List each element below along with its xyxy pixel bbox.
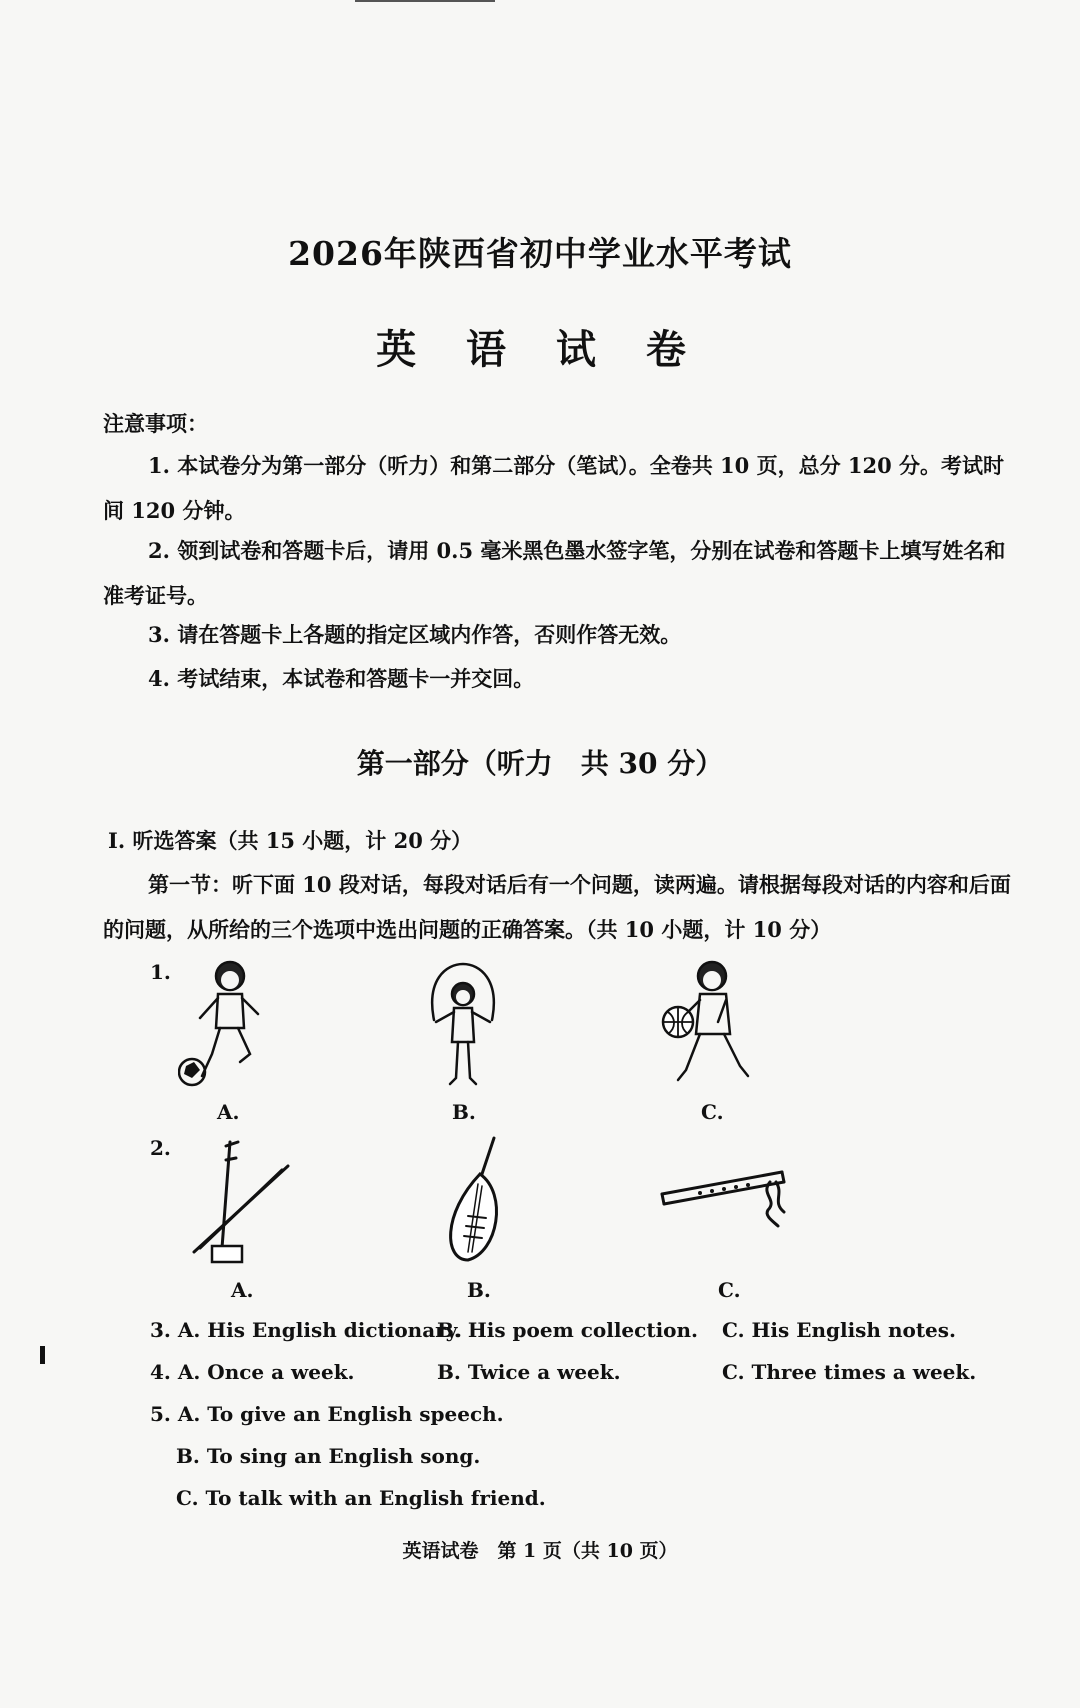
question-number: 2. xyxy=(150,1136,171,1160)
option-label: B. xyxy=(452,1100,476,1124)
boy-holding-basketball-icon xyxy=(656,958,766,1090)
scan-edge-line xyxy=(355,0,495,2)
q4-option-b: B. Twice a week. xyxy=(437,1360,621,1384)
option-label: B. xyxy=(467,1278,491,1302)
section-heading: Ⅰ. 听选答案（共 15 小题，计 20 分） xyxy=(108,828,473,853)
q5-option-b: B. To sing an English song. xyxy=(176,1444,481,1468)
section-instruction: 第一节：听下面 10 段对话，每段对话后有一个问题，读两遍。请根据每段对话的内容和后面的问题，从所给的三个选项中选出问题的正确答案。（共 10 小题，计 10 分） xyxy=(103,872,1011,942)
q3-option-a: 3. A. His English dictionary. xyxy=(150,1318,462,1342)
part-one-title: 第一部分（听力 共 30 分） xyxy=(356,747,724,780)
margin-mark xyxy=(40,1346,45,1364)
notice-item: 2. 领到试卷和答题卡后，请用 0.5 毫米黑色墨水签字笔，分别在试卷和答题卡上填写姓名和准考证号。 xyxy=(103,538,1006,608)
flute-icon xyxy=(660,1160,800,1230)
boy-kicking-football-icon xyxy=(178,958,278,1090)
q3-option-b: B. His poem collection. xyxy=(437,1318,699,1342)
q4-option-c: C. Three times a week. xyxy=(722,1360,977,1384)
notice-heading: 注意事项： xyxy=(103,411,208,436)
pipa-icon xyxy=(442,1134,512,1266)
option-label: C. xyxy=(701,1100,724,1124)
q4-option-a: 4. A. Once a week. xyxy=(150,1360,355,1384)
option-label: A. xyxy=(217,1100,240,1124)
option-label: A. xyxy=(231,1278,254,1302)
q3-option-c: C. His English notes. xyxy=(722,1318,957,1342)
q5-option-c: C. To talk with an English friend. xyxy=(176,1486,546,1510)
erhu-icon xyxy=(186,1136,296,1266)
notice-item: 1. 本试卷分为第一部分（听力）和第二部分（笔试）。全卷共 10 页，总分 120 分。考试时间 120 分钟。 xyxy=(103,453,1005,523)
paper-subtitle: 英 语 试 卷 xyxy=(376,326,704,373)
option-label: C. xyxy=(718,1278,741,1302)
girl-skipping-rope-icon xyxy=(418,960,508,1090)
q5-option-a: 5. A. To give an English speech. xyxy=(150,1402,504,1426)
notice-item: 3. 请在答题卡上各题的指定区域内作答，否则作答无效。 xyxy=(148,622,682,647)
page-footer: 英语试卷 第 1 页（共 10 页） xyxy=(402,1540,678,1562)
exam-title: 2026年陕西省初中学业水平考试 xyxy=(288,234,792,273)
notice-item: 4. 考试结束，本试卷和答题卡一并交回。 xyxy=(148,666,535,691)
question-number: 1. xyxy=(150,960,171,984)
